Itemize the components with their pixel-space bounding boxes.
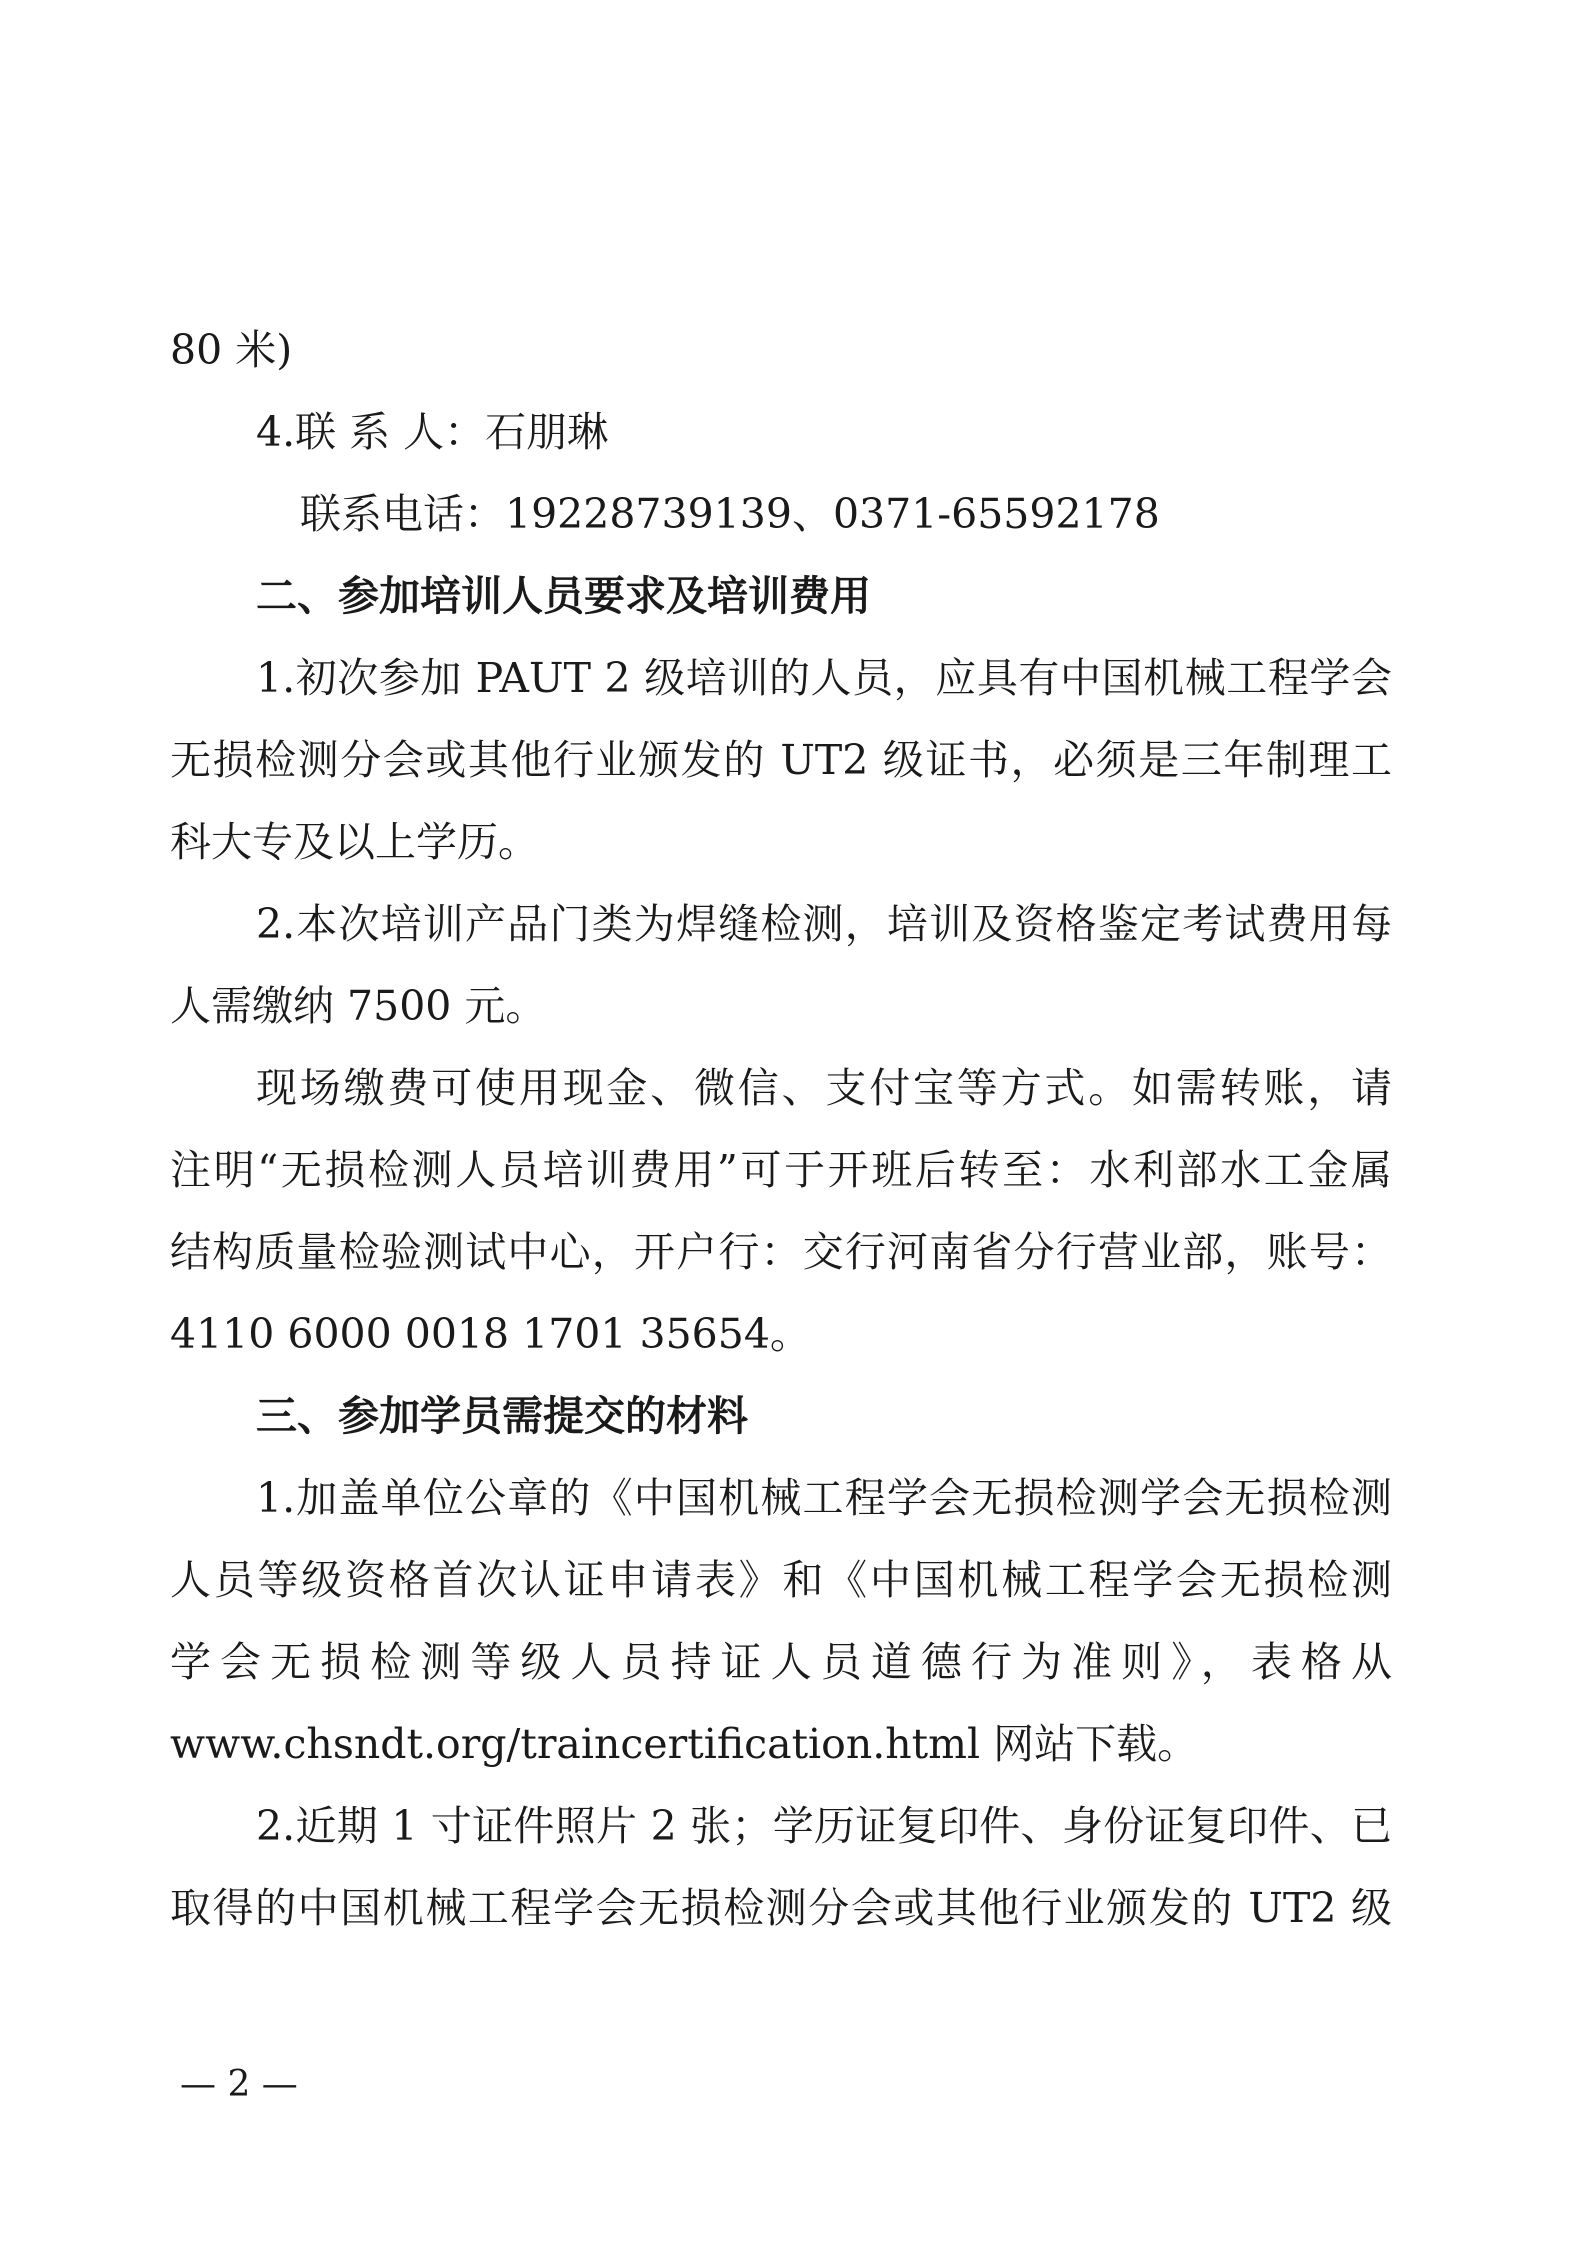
contact-phone-line: 联系电话：19228739139、0371-65592178 [300, 490, 1160, 538]
website-line: www.chsndt.org/traincertification.html 网站下载。 [170, 1720, 1199, 1768]
section-heading-3: 三、参加学员需提交的材料 [256, 1392, 748, 1440]
text-line-12: 结构质量检验测试中心，开户行：交行河南省分行营业部，账号： [170, 1228, 1392, 1276]
text-line-11: 注明“无损检测人员培训费用”可于开班后转至：水利部水工金属 [170, 1146, 1392, 1194]
text-line-8: 2.本次培训产品门类为焊缝检测，培训及资格鉴定考试费用每 [256, 900, 1392, 948]
text-line-7: 科大专及以上学历。 [170, 818, 539, 866]
text-line-1: 80 米) [170, 326, 293, 374]
page-number: — 2 — [180, 2064, 298, 2105]
text-line-15: 1.加盖单位公章的《中国机械工程学会无损检测学会无损检测 [256, 1474, 1392, 1522]
contact-person-line: 4.联 系 人：石朋琳 [256, 408, 609, 456]
text-line-9: 人需缴纳 7500 元。 [170, 982, 547, 1030]
text-line-19: 2.近期 1 寸证件照片 2 张；学历证复印件、身份证复印件、已 [256, 1802, 1392, 1850]
section-heading-2: 二、参加培训人员要求及培训费用 [256, 572, 871, 620]
text-line-16: 人员等级资格首次认证申请表》和《中国机械工程学会无损检测 [170, 1556, 1392, 1604]
text-line-17: 学会无损检测等级人员持证人员道德行为准则》，表格从 [170, 1638, 1392, 1686]
account-number-line: 4110 6000 0018 1701 35654。 [170, 1310, 811, 1358]
text-line-6: 无损检测分会或其他行业颁发的 UT2 级证书，必须是三年制理工 [170, 736, 1392, 784]
text-line-10: 现场缴费可使用现金、微信、支付宝等方式。如需转账，请 [256, 1064, 1392, 1112]
text-line-5: 1.初次参加 PAUT 2 级培训的人员，应具有中国机械工程学会 [256, 654, 1392, 702]
text-line-20: 取得的中国机械工程学会无损检测分会或其他行业颁发的 UT2 级 [170, 1884, 1392, 1932]
